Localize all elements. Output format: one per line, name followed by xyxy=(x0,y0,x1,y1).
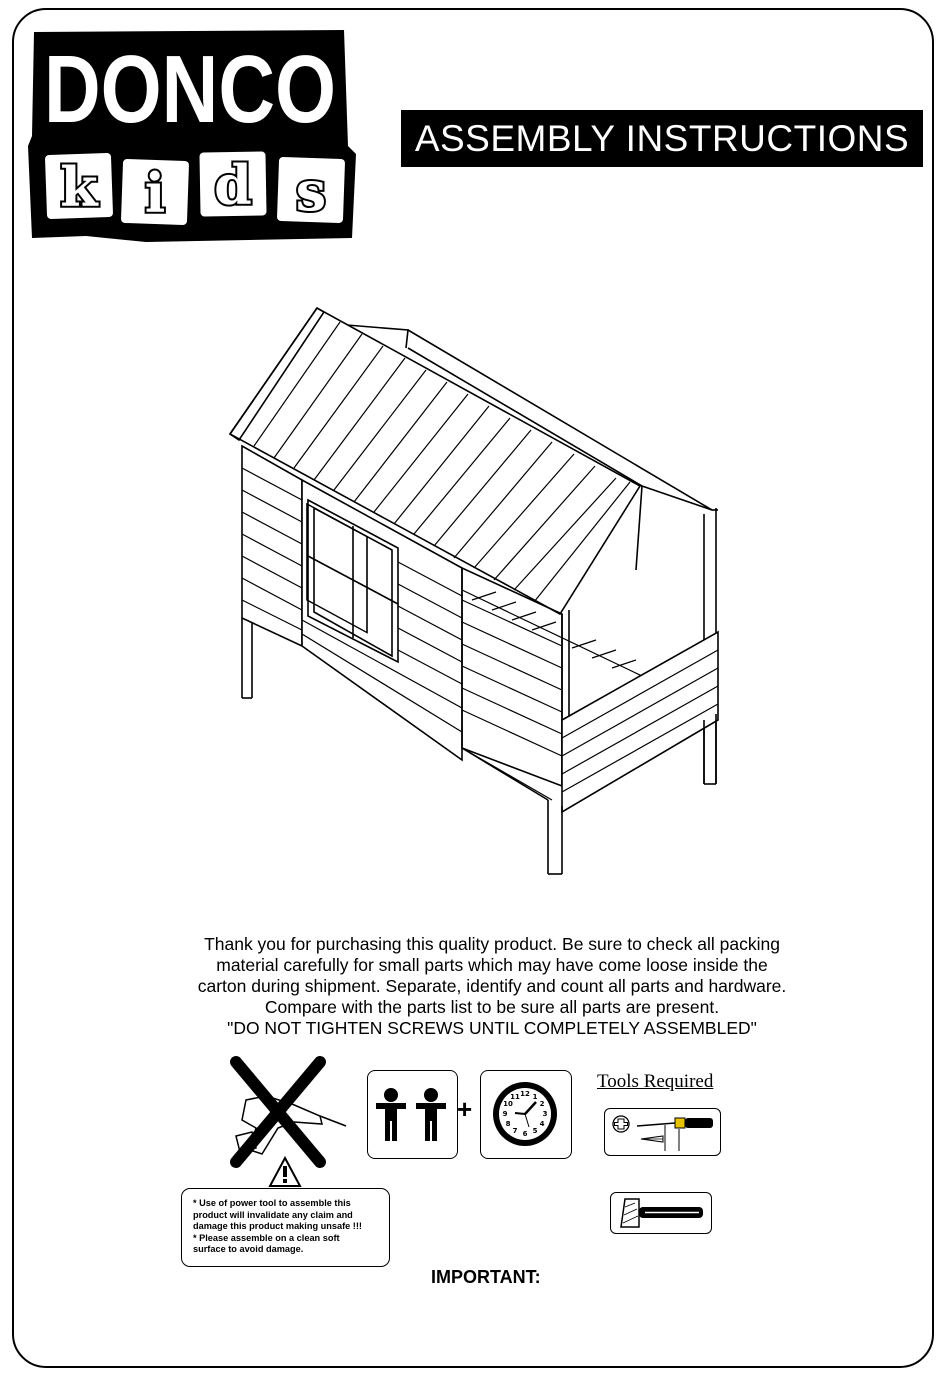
house-bed-illustration xyxy=(222,300,732,880)
logo-k: k xyxy=(60,155,98,219)
screwdriver-box xyxy=(604,1108,721,1156)
screwdriver-icon xyxy=(605,1109,719,1154)
clock-icon xyxy=(481,1071,569,1157)
svg-text:6: 6 xyxy=(522,1130,528,1138)
important-heading: IMPORTANT: xyxy=(431,1267,541,1287)
intro-line: material carefully for small parts which may have come loose inside the xyxy=(216,955,768,975)
intro-line: "DO NOT TIGHTEN SCREWS UNTIL COMPLETELY ASSEMBLED" xyxy=(227,1018,757,1038)
svg-text:11: 11 xyxy=(510,1093,520,1101)
logo-s: s xyxy=(295,159,327,223)
power-tool-warning xyxy=(181,1188,390,1267)
svg-text:12: 12 xyxy=(520,1090,530,1098)
logo-donco-text: DONCO xyxy=(44,36,336,143)
logo-i: i xyxy=(144,161,166,225)
plus-sign: + xyxy=(457,1094,473,1124)
hammer-icon xyxy=(611,1193,710,1232)
clock-box xyxy=(480,1070,572,1159)
svg-text:7: 7 xyxy=(512,1127,518,1135)
svg-text:9: 9 xyxy=(502,1110,508,1118)
two-people-box xyxy=(367,1070,458,1159)
svg-text:4: 4 xyxy=(539,1120,545,1128)
hammer-box xyxy=(610,1192,712,1234)
intro-line: Thank you for purchasing this quality product. Be sure to check all packing xyxy=(204,934,780,954)
warning-text-1: * Use of power tool to assemble this product will invalidate any claim and damage this product making unsafe !!! xyxy=(193,1198,362,1231)
svg-text:8: 8 xyxy=(505,1120,511,1128)
intro-line: carton during shipment. Separate, identify and count all parts and hardware. xyxy=(197,976,787,996)
intro-text xyxy=(150,934,834,1039)
svg-text:10: 10 xyxy=(503,1100,513,1108)
page-title: ASSEMBLY INSTRUCTIONS xyxy=(401,110,923,167)
svg-text:5: 5 xyxy=(532,1127,538,1135)
warning-text-2: * Please assemble on a clean soft surface to avoid damage. xyxy=(193,1232,340,1254)
svg-text:3: 3 xyxy=(542,1110,548,1118)
tools-required-title: Tools Required xyxy=(597,1071,714,1092)
intro-line: Compare with the parts list to be sure all parts are present. xyxy=(264,997,720,1017)
svg-text:2: 2 xyxy=(539,1100,545,1108)
two-people-icon xyxy=(368,1071,456,1157)
warning-triangle-icon xyxy=(268,1156,302,1188)
logo-d: d xyxy=(214,153,252,217)
no-power-drill-icon xyxy=(222,1058,352,1168)
donco-kids-logo xyxy=(26,26,356,242)
svg-text:1: 1 xyxy=(532,1093,538,1101)
